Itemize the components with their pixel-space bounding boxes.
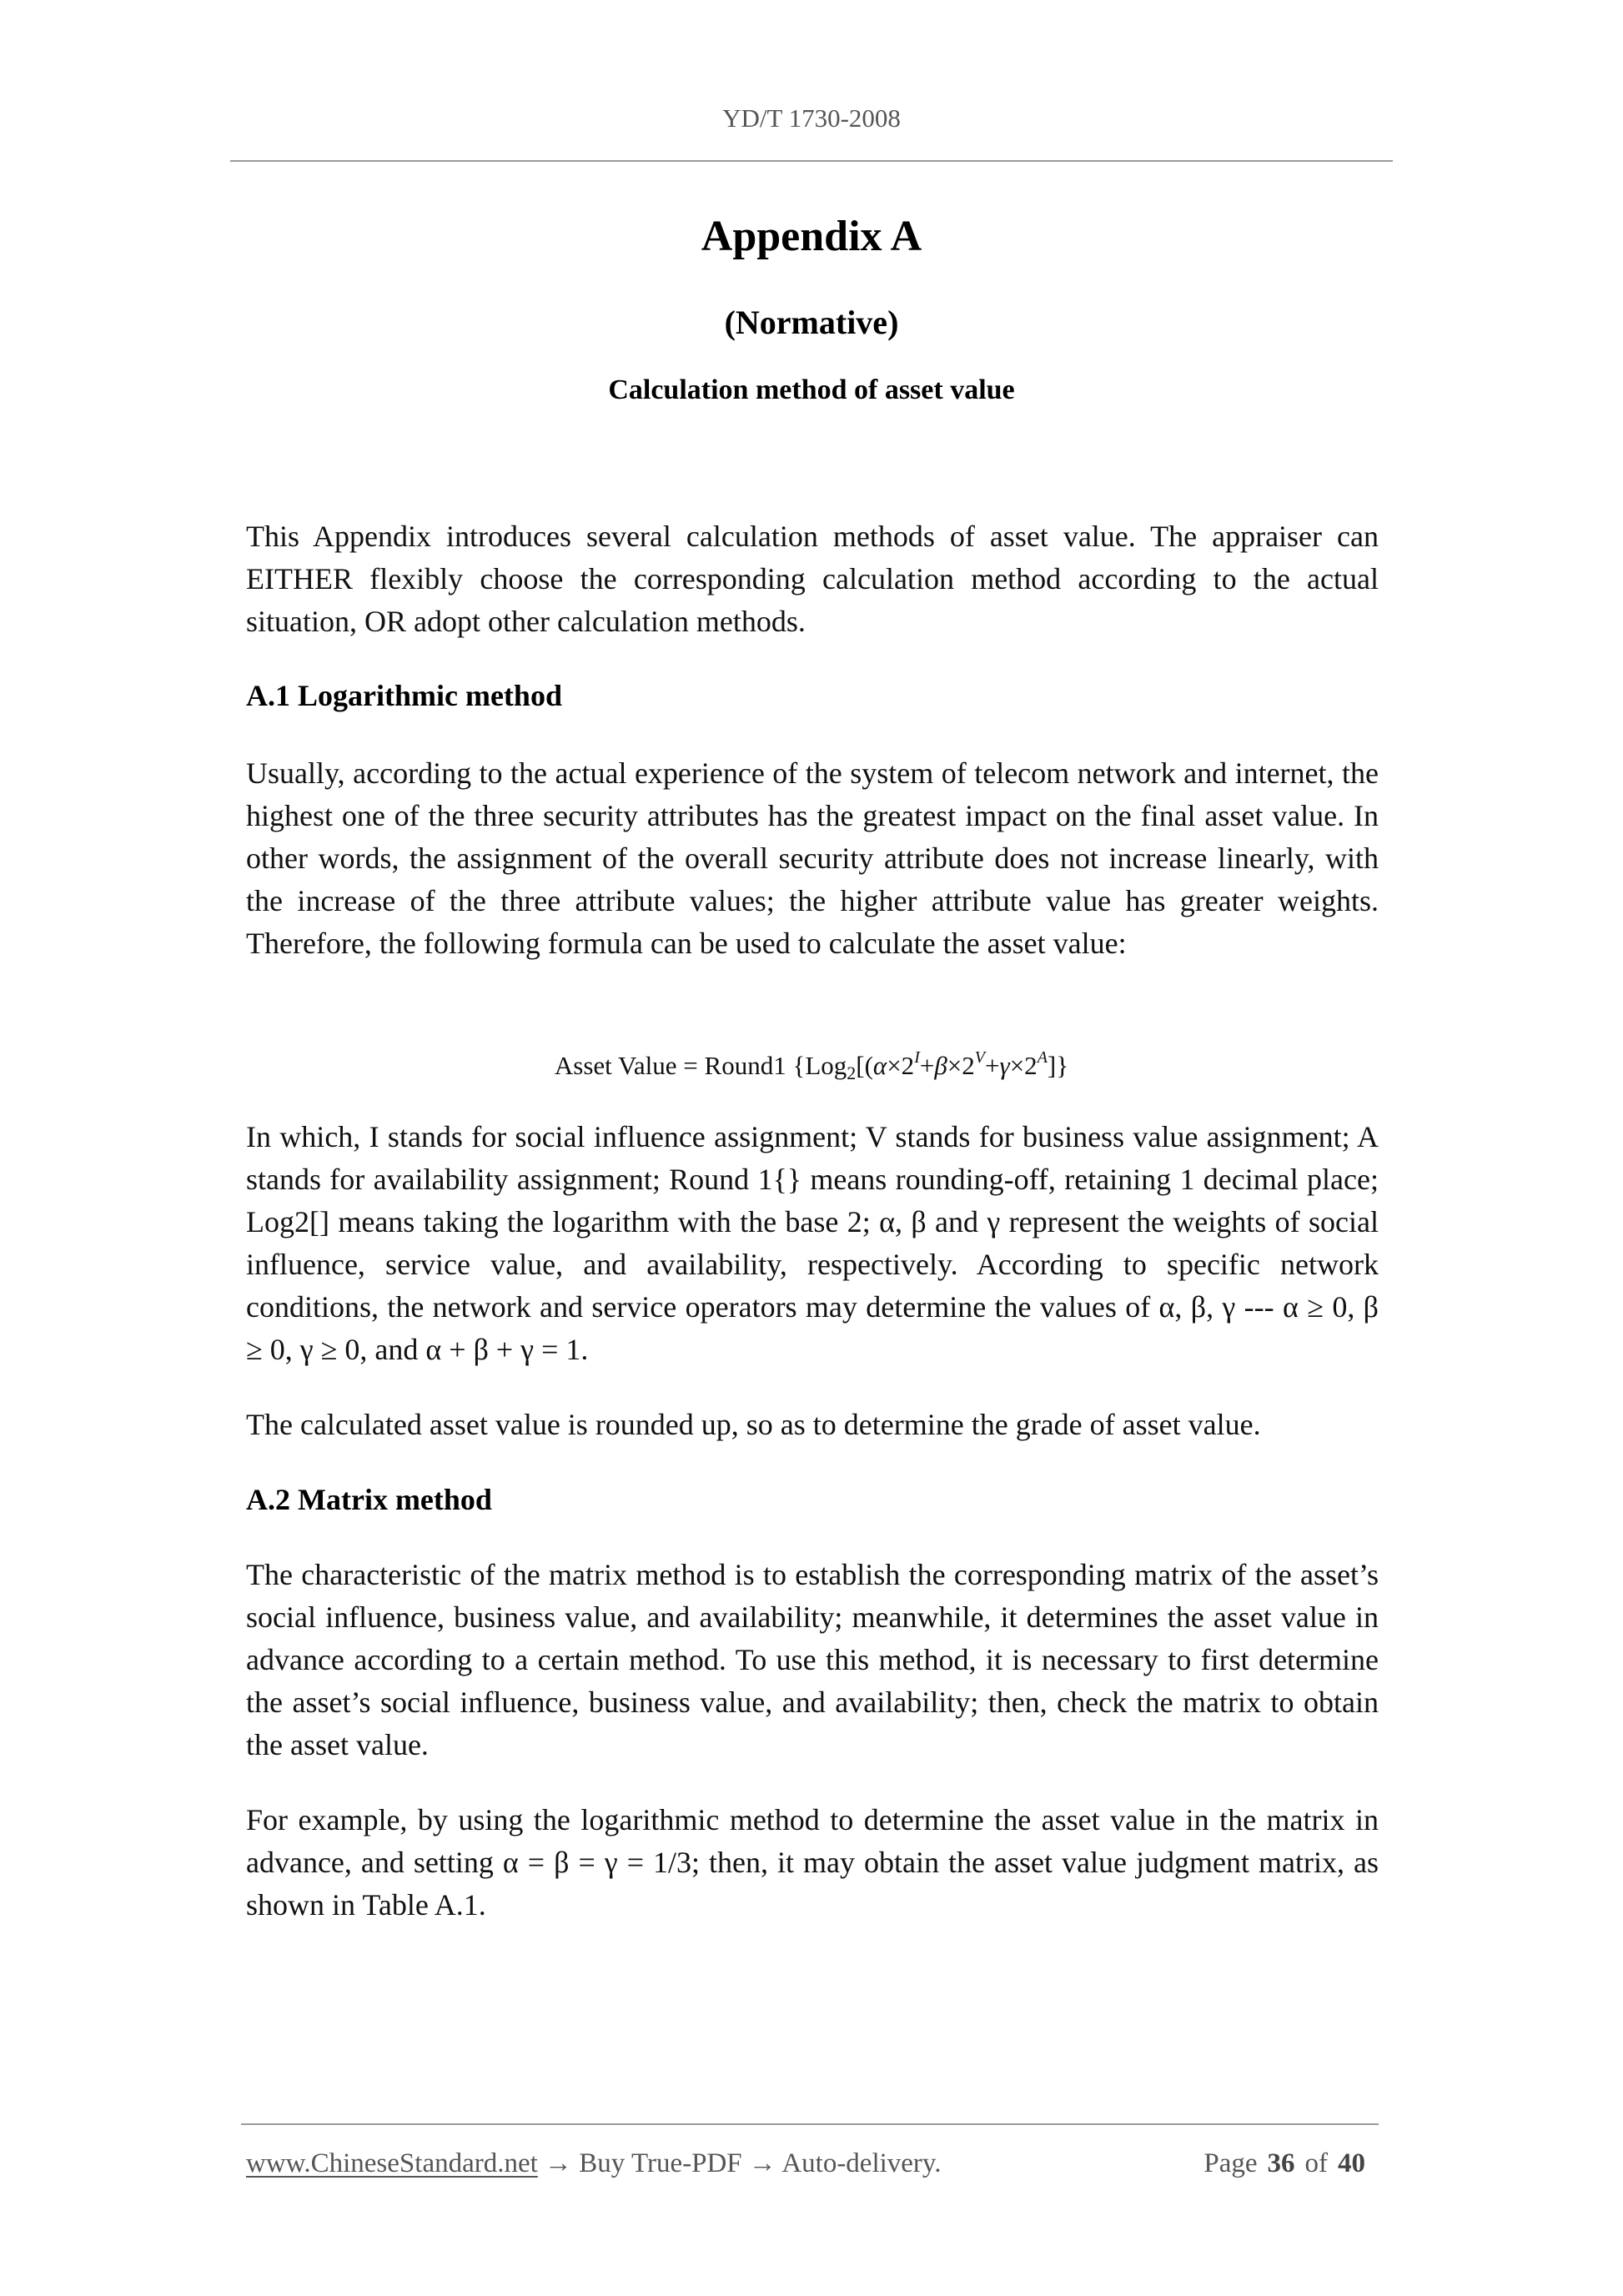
a1-paragraph-3: The calculated asset value is rounded up, so as to determine the grade of asset value. (246, 1408, 1261, 1441)
section-heading-a1: A.1 Logarithmic method (246, 679, 562, 712)
page-current: 36 (1267, 2148, 1295, 2178)
asset-value-formula (0, 1048, 1623, 1084)
auto-delivery-text: Auto-delivery. (781, 2148, 942, 2178)
appendix-subtitle: Calculation method of asset value (608, 374, 1015, 405)
formula-plus: + (985, 1051, 1000, 1080)
formula-exponent-i: I (914, 1048, 920, 1067)
formula-lhs: Asset Value = Round1 {Log (554, 1051, 847, 1080)
formula-close-bracket: ]} (1047, 1051, 1069, 1080)
formula-times: ×2 (1009, 1051, 1038, 1080)
a1-paragraph-1: Usually, according to the actual experience of the system of telecom network and internet, the highest one of the three security attributes has the greatest impact on the final asset value. In other words, the assignment of the overall security attribute does not increase linearly, with the increase of the three attribute values; the higher attribute value has greater weights. Therefore, the following formula can be used to calculate the asset value: (246, 756, 1379, 960)
page-label: Page (1203, 2148, 1258, 2178)
formula-exponent-a: A (1037, 1048, 1048, 1067)
formula-exponent-v: V (974, 1048, 985, 1067)
formula-gamma: γ (999, 1051, 1010, 1080)
formula-open-bracket: [( (856, 1051, 873, 1080)
page-of-label: of (1304, 2148, 1328, 2178)
page-footer (246, 2145, 1379, 2182)
page-total: 40 (1338, 2148, 1365, 2178)
buy-true-pdf-text: Buy True-PDF (579, 2148, 742, 2178)
document-id-header: YD/T 1730-2008 (722, 103, 901, 133)
page-number (1203, 2145, 1365, 2182)
a2-paragraph-2: For example, by using the logarithmic method to determine the asset value in the matrix in advance, and setting α = β = γ = 1/3; then, it may obtain the asset value judgment matrix, as shown in Table A.1. (246, 1803, 1379, 1922)
arrow-right-icon: → (748, 2148, 776, 2178)
formula-plus: + (919, 1051, 935, 1080)
formula-log-base: 2 (847, 1063, 857, 1083)
formula-times: ×2 (947, 1051, 975, 1080)
arrow-right-icon: → (545, 2148, 573, 2178)
formula-times: ×2 (887, 1051, 915, 1080)
appendix-title: Appendix A (701, 213, 922, 260)
chinesestandard-link[interactable]: www.ChineseStandard.net (246, 2148, 538, 2178)
intro-paragraph: This Appendix introduces several calculation methods of asset value. The appraiser can EITHER flexibly choose the corresponding calculation method according to the actual situation, OR adopt other calculation methods. (246, 520, 1379, 638)
formula-beta: β (934, 1051, 947, 1080)
a2-paragraph-1: The characteristic of the matrix method is to establish the corresponding matrix of the asset’s social influence, business value, and availability; meanwhile, it determines the asset value in advance according to a certain method. To use this method, it is necessary to first determine the asset’s social influence, business value, and availability; then, check the matrix to obtain the asset value. (246, 1558, 1379, 1761)
appendix-type: (Normative) (724, 304, 899, 341)
a1-paragraph-2: In which, I stands for social influence assignment; V stands for business value assignment; A stands for availability assignment; Round 1{} means rounding-off, retaining 1 decimal place; Log2[] means taking the logarithm with the base 2; α, β and γ represent the weights of social influence, service value, and availability, respectively. According to specific network conditions, the network and service operators may determine the values of α, β, γ --- α ≥ 0, β ≥ 0, γ ≥ 0, and α + β + γ = 1. (246, 1120, 1379, 1366)
header-divider (230, 160, 1393, 162)
section-heading-a2: A.2 Matrix method (246, 1483, 492, 1516)
formula-alpha: α (872, 1051, 887, 1080)
footer-divider (241, 2123, 1379, 2125)
